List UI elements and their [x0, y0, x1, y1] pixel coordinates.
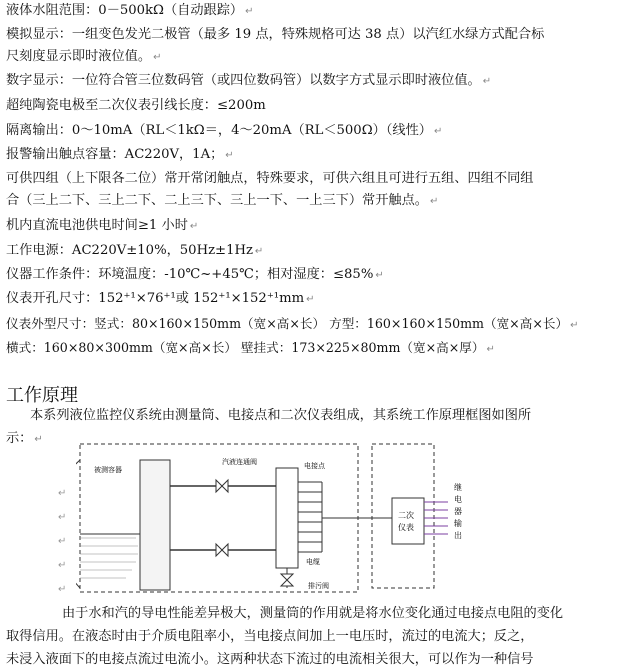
electrode-rods — [298, 482, 322, 552]
system-diagram — [76, 438, 466, 598]
svg-text:输: 输 — [454, 519, 462, 528]
svg-text:电: 电 — [454, 495, 462, 504]
spec-line: 仪表开孔尺寸：152⁺¹×76⁺¹或 152⁺¹×152⁺¹mm ↵ — [6, 291, 315, 306]
measuring-vessel — [140, 460, 170, 590]
vessel-outline — [76, 460, 80, 588]
svg-text:出: 出 — [454, 531, 462, 540]
intro-line: 本系列液位监控仪系统由测量筒、电接点和二次仪表组成，其系统工作原理框图如图所 — [30, 408, 532, 423]
spec-line: 液体水阻范围：0－500kΩ（自动跟踪） ↵ — [6, 3, 254, 18]
measuring-column — [276, 468, 298, 568]
spec-line: 机内直流电池供电时间≥1 小时 ↵ — [6, 218, 199, 233]
drain-valve-icon — [281, 574, 293, 586]
pipe-label: 汽液连通阀 — [222, 458, 257, 466]
paragraph-mark: ↵ — [58, 536, 67, 547]
paragraph-mark: ↵ — [58, 512, 67, 523]
body-line: 取得信用。在液态时由于介质电阻率小，当电接点间加上一电压时，流过的电流大；反之， — [6, 629, 534, 644]
spec-line: 可供四组（上下限各二位）常开常闭触点，特殊要求，可供六组且可进行五组、四组不同组 — [6, 171, 534, 186]
svg-text:器: 器 — [454, 507, 462, 516]
lower-valve-icon — [216, 544, 228, 556]
spec-line: 合（三上二下、三上二下、二上三下、三上一下、一上三下）常开触点。 ↵ — [6, 193, 439, 208]
liquid-fill — [80, 538, 138, 578]
section-heading: 工作原理 — [6, 385, 78, 406]
spec-line: 超纯陶瓷电极至二次仪表引线长度：≤200m — [6, 98, 266, 113]
drain-label: 排污阀 — [308, 582, 329, 590]
paragraph-mark: ↵ — [58, 488, 67, 499]
spec-line: 仪器工作条件：环境温度：-10℃~+45℃；相对湿度：≤85% ↵ — [6, 267, 384, 282]
output-lines — [424, 502, 448, 534]
body-line: 由于水和汽的导电性能差异极大，测量筒的作用就是将水位变化通过电接点电阻的变化 — [62, 606, 564, 621]
body-line: 未浸入液面下的电接点流过电流小。这两种状态下流过的电流相关很大，可以作为一种信号 — [6, 652, 534, 667]
spec-line: 报警输出触点容量：AC220V，1A； ↵ — [6, 147, 234, 162]
spec-line: 尺刻度显示即时液位值。 ↵ — [6, 49, 162, 64]
instrument-box — [392, 498, 424, 544]
intro-line: 示： ↵ — [6, 431, 43, 446]
spec-line: 隔离输出：0～10mA（RL＜1kΩ＝，4～20mA（RL＜500Ω）（线性） ↵ — [6, 123, 443, 138]
spec-line: 仪表外型尺寸：竖式：80×160×150mm（宽×高×长） 方型：160×160×150mm（宽×高×长） ↵ — [6, 316, 579, 331]
spec-line: 横式：160×80×300mm（宽×高×长） 壁挂式：173×225×80mm（宽×高×厚） ↵ — [6, 340, 495, 355]
output-label — [454, 482, 462, 540]
svg-text:继: 继 — [454, 483, 462, 492]
electrode-label: 电接点 — [304, 462, 325, 470]
cable-label: 电缆 — [306, 558, 320, 566]
spec-line: 工作电源：AC220V±10%，50Hz±1Hz ↵ — [6, 243, 264, 258]
spec-line: 数字显示：一位符合管三位数码管（或四位数码管）以数字方式显示即时液位值。 ↵ — [6, 73, 492, 88]
instrument-label: 仪表 — [398, 523, 414, 532]
paragraph-mark: ↵ — [58, 560, 67, 571]
instrument-label: 二次 — [398, 511, 414, 520]
upper-valve-icon — [216, 480, 228, 492]
vessel-label: 被测容器 — [94, 466, 122, 474]
paragraph-mark: ↵ — [58, 584, 67, 595]
spec-line: 模拟显示：一组变色发光二极管（最多 19 点，特殊规格可达 38 点）以汽红水绿方式配合标 — [6, 27, 545, 42]
